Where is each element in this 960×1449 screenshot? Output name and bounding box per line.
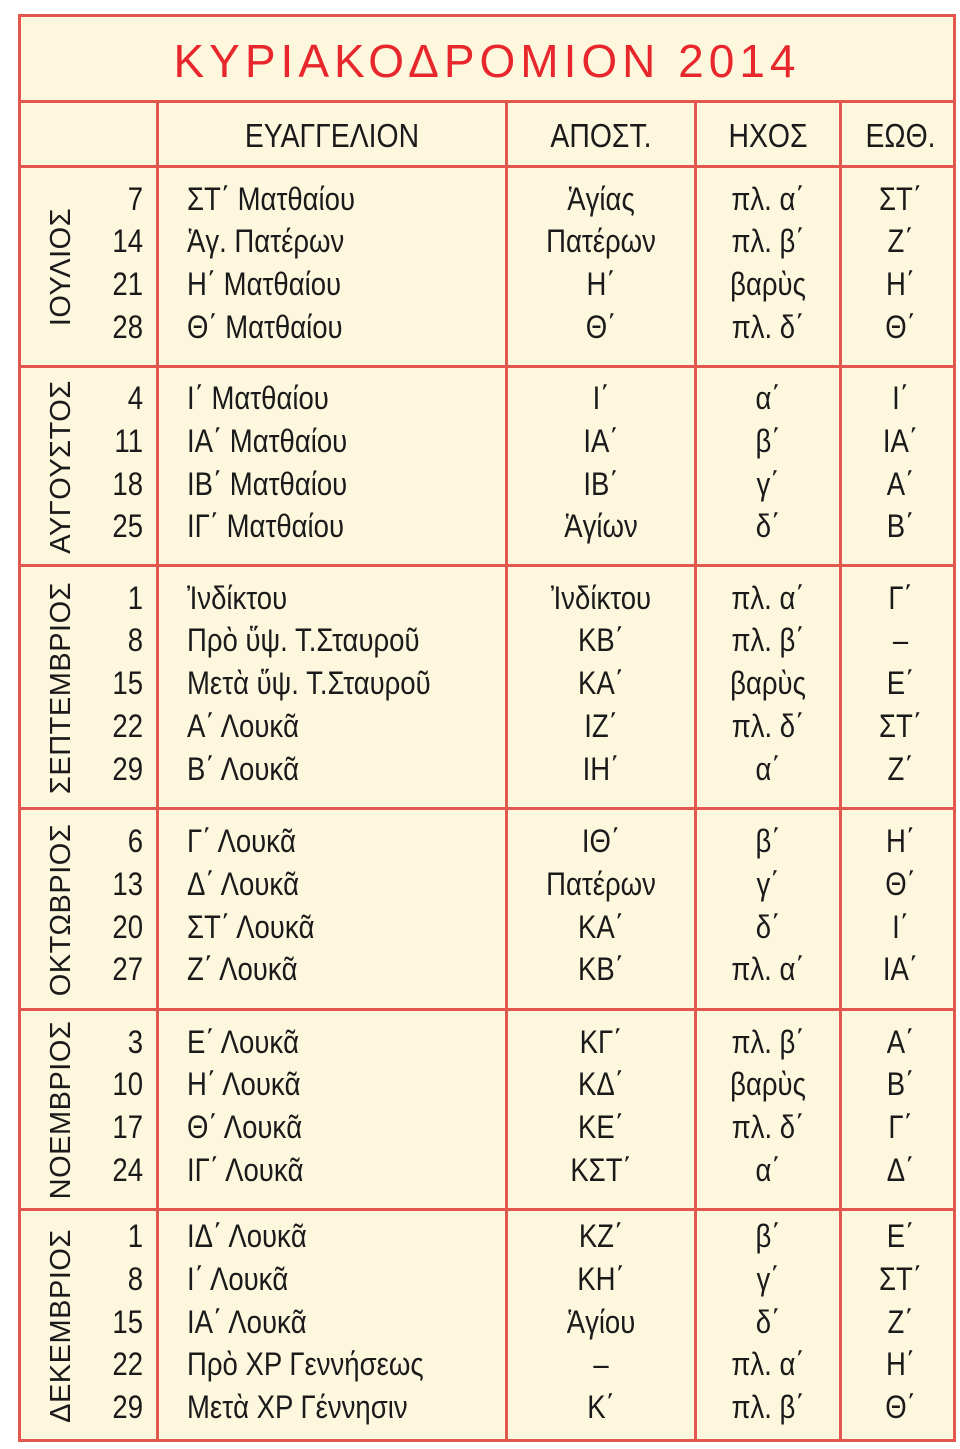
cell-apostle: ΚΓ΄: [579, 1023, 623, 1060]
cell-day: 10: [112, 1066, 143, 1103]
cell-tone: πλ. α΄: [731, 1346, 805, 1383]
cell-eothinon: Θ΄: [885, 1389, 916, 1426]
cell-tone: βαρὺς: [730, 665, 806, 702]
cell-tone: πλ. δ΄: [731, 707, 805, 744]
cell-gospel: Α΄ Λουκᾶ: [187, 707, 300, 744]
cell-apostle: Πατέρων: [546, 865, 656, 902]
cell-gospel: ΙΑ΄ Λουκᾶ: [187, 1303, 307, 1340]
cell-day: 8: [127, 622, 143, 659]
cell-tone: βαρὺς: [730, 1066, 806, 1103]
cell-day: 17: [112, 1109, 143, 1145]
cell-apostle: ΚΗ΄: [577, 1260, 625, 1297]
cell-eothinon: ΣΤ΄: [879, 180, 922, 217]
cell-gospel: ΙΒ΄ Ματθαίου: [187, 465, 348, 502]
cell-gospel: ΙΓ΄ Λουκᾶ: [187, 1151, 304, 1188]
cell-gospel: ΙΑ΄ Ματθαίου: [187, 422, 348, 459]
column-divider: [156, 103, 159, 1442]
cell-apostle: ΙΑ΄: [583, 422, 619, 459]
month-label: ΑΥΓΟΥΣΤΟΣ: [45, 379, 77, 554]
cell-day: 15: [112, 665, 143, 702]
header-tone: ΗΧΟΣ: [728, 117, 808, 154]
cell-tone: β΄: [755, 422, 781, 459]
cell-eothinon: ΙΑ΄: [882, 951, 919, 988]
cell-gospel: Η΄ Ματθαίου: [187, 266, 342, 302]
cell-day: 1: [127, 579, 143, 616]
cell-tone: δ΄: [755, 1303, 781, 1340]
cell-day: 21: [112, 266, 143, 302]
cell-gospel: Πρὸ ΧΡ Γεννήσεως: [187, 1346, 424, 1383]
cell-eothinon: ΣΤ΄: [879, 707, 922, 744]
cell-gospel: Δ΄ Λουκᾶ: [187, 865, 300, 902]
cell-tone: α΄: [755, 750, 781, 787]
header-gospel: ΕΥΑΓΓΕΛΙΟΝ: [244, 117, 420, 154]
cell-gospel: Μετὰ ὕψ. Τ.Σταυροῦ: [187, 665, 431, 702]
cell-eothinon: Η΄: [885, 1346, 916, 1383]
cell-tone: πλ. β΄: [731, 622, 805, 659]
cell-gospel: ΙΓ΄ Ματθαίου: [187, 508, 345, 545]
cell-apostle: Πατέρων: [546, 223, 656, 260]
month-label: ΣΕΠΤΕΜΒΡΙΟΣ: [45, 581, 77, 794]
cell-apostle: Ἰνδίκτου: [550, 579, 652, 616]
cell-gospel: Ἁγ. Πατέρων: [187, 223, 345, 260]
month-label: ΝΟΕΜΒΡΙΟΣ: [45, 1020, 77, 1200]
month-divider: [21, 1208, 953, 1211]
cell-eothinon: Β΄: [886, 508, 915, 545]
cell-tone: α΄: [755, 380, 781, 417]
cell-tone: α΄: [755, 1151, 781, 1188]
cell-day: 20: [112, 908, 143, 945]
cell-day: 29: [112, 750, 143, 787]
cell-gospel: Ι΄ Ματθαίου: [187, 380, 329, 417]
month-divider: [21, 1008, 953, 1011]
cell-tone: β΄: [755, 823, 781, 860]
column-divider: [505, 103, 508, 1442]
cell-eothinon: Β΄: [886, 1066, 915, 1103]
column-divider: [839, 103, 842, 1442]
cell-tone: πλ. α΄: [731, 579, 805, 616]
cell-tone: πλ. δ΄: [731, 308, 805, 345]
cell-day: 3: [127, 1023, 143, 1060]
cell-apostle: ΙΘ΄: [581, 823, 621, 860]
header-eothinon: ΕΩΘ.: [865, 117, 936, 154]
cell-eothinon: Θ΄: [885, 865, 916, 902]
cell-gospel: ΣΤ΄ Λουκᾶ: [187, 908, 315, 945]
column-divider: [694, 103, 697, 1442]
cell-apostle: ΚΒ΄: [578, 622, 624, 659]
cell-eothinon: ΣΤ΄: [879, 1260, 922, 1297]
cell-day: 6: [127, 823, 143, 860]
cell-eothinon: Γ΄: [888, 579, 913, 616]
cell-apostle: ΚΕ΄: [578, 1109, 624, 1145]
cell-eothinon: Ι΄: [892, 380, 909, 417]
month-label: ΔΕΚΕΜΒΡΙΟΣ: [45, 1229, 77, 1423]
cell-apostle: Θ΄: [585, 308, 617, 345]
cell-day: 13: [112, 865, 143, 902]
cell-day: 15: [112, 1303, 143, 1340]
cell-day: 22: [112, 1346, 143, 1383]
cell-day: 18: [112, 465, 143, 502]
cell-apostle: –: [593, 1346, 609, 1383]
cell-gospel: Πρὸ ὕψ. Τ.Σταυροῦ: [187, 622, 420, 659]
cell-eothinon: Ζ΄: [887, 750, 914, 787]
header-apostle: ΑΠΟΣΤ.: [550, 117, 652, 154]
cell-tone: γ΄: [756, 1260, 780, 1297]
cell-apostle: ΚΒ΄: [578, 951, 624, 988]
cell-eothinon: Α΄: [886, 465, 915, 502]
cell-apostle: ΚΑ΄: [578, 665, 624, 702]
cell-eothinon: Ζ΄: [887, 1303, 914, 1340]
cell-gospel: ΙΔ΄ Λουκᾶ: [187, 1218, 307, 1255]
cell-tone: πλ. β΄: [731, 223, 805, 260]
cell-eothinon: Ε΄: [886, 1218, 915, 1255]
cell-eothinon: Ε΄: [886, 665, 915, 702]
cell-gospel: ΣΤ΄ Ματθαίου: [187, 180, 356, 217]
cell-day: 4: [127, 380, 143, 417]
cell-day: 1: [127, 1218, 143, 1255]
cell-gospel: Ι΄ Λουκᾶ: [187, 1260, 289, 1297]
cell-tone: πλ. α΄: [731, 951, 805, 988]
cell-tone: πλ. δ΄: [731, 1109, 805, 1145]
cell-eothinon: Γ΄: [888, 1109, 913, 1145]
cell-apostle: ΚΖ΄: [578, 1218, 624, 1255]
cell-tone: γ΄: [756, 465, 780, 502]
month-divider: [21, 807, 953, 810]
cell-apostle: Ἁγίων: [564, 508, 638, 545]
cell-gospel: Θ΄ Λουκᾶ: [187, 1109, 303, 1145]
cell-apostle: ΚΔ΄: [578, 1066, 624, 1103]
cell-gospel: Ε΄ Λουκᾶ: [187, 1023, 300, 1060]
cell-apostle: Ι΄: [592, 380, 610, 417]
cell-tone: βαρὺς: [730, 266, 806, 302]
cell-tone: δ΄: [755, 908, 781, 945]
cell-apostle: Κ΄: [587, 1389, 615, 1426]
cell-apostle: ΚΣΤ΄: [570, 1151, 632, 1188]
cell-gospel: Ζ΄ Λουκᾶ: [187, 951, 298, 988]
cell-day: 28: [112, 308, 143, 345]
cell-eothinon: Η΄: [885, 266, 916, 302]
cell-day: 7: [127, 180, 143, 217]
page-title: ΚΥΡΙΑΚΟΔΡΟΜΙΟΝ 2014: [21, 17, 953, 103]
cell-day: 27: [112, 951, 143, 988]
cell-apostle: Ἁγίου: [566, 1303, 636, 1340]
cell-gospel: Ἰνδίκτου: [187, 579, 288, 616]
cell-tone: πλ. β΄: [731, 1389, 805, 1426]
cell-day: 29: [112, 1389, 143, 1426]
cell-day: 14: [112, 223, 143, 260]
cell-tone: πλ. α΄: [731, 180, 805, 217]
cell-gospel: Θ΄ Ματθαίου: [187, 308, 343, 345]
cell-apostle: ΙΖ΄: [584, 707, 618, 744]
cell-apostle: Η΄: [586, 266, 616, 302]
calendar-sheet: [18, 14, 956, 1442]
cell-day: 24: [112, 1151, 143, 1188]
divider: [21, 165, 953, 168]
cell-day: 22: [112, 707, 143, 744]
cell-day: 11: [114, 422, 143, 459]
cell-apostle: Ἁγίας: [567, 180, 635, 217]
cell-eothinon: Θ΄: [885, 308, 916, 345]
cell-eothinon: –: [892, 622, 909, 659]
month-divider: [21, 564, 953, 567]
cell-day: 25: [112, 508, 143, 545]
cell-eothinon: Η΄: [885, 823, 916, 860]
cell-gospel: Γ΄ Λουκᾶ: [187, 823, 296, 860]
cell-eothinon: Α΄: [886, 1023, 915, 1060]
cell-eothinon: Ι΄: [892, 908, 909, 945]
cell-gospel: Β΄ Λουκᾶ: [187, 750, 300, 787]
cell-apostle: ΚΑ΄: [578, 908, 624, 945]
cell-eothinon: Ζ΄: [887, 223, 914, 260]
cell-gospel: Μετὰ ΧΡ Γέννησιν: [187, 1389, 408, 1426]
cell-tone: β΄: [755, 1218, 781, 1255]
cell-eothinon: Δ΄: [886, 1151, 915, 1188]
cell-apostle: ΙΒ΄: [583, 465, 619, 502]
cell-eothinon: ΙΑ΄: [882, 422, 919, 459]
month-divider: [21, 365, 953, 368]
cell-tone: δ΄: [755, 508, 781, 545]
month-label: ΟΚΤΩΒΡΙΟΣ: [45, 823, 77, 996]
month-label: ΙΟΥΛΙΟΣ: [45, 207, 77, 327]
cell-gospel: Η΄ Λουκᾶ: [187, 1066, 301, 1103]
cell-day: 8: [127, 1260, 143, 1297]
cell-tone: πλ. β΄: [731, 1023, 805, 1060]
cell-tone: γ΄: [756, 865, 780, 902]
cell-apostle: ΙΗ΄: [582, 750, 620, 787]
